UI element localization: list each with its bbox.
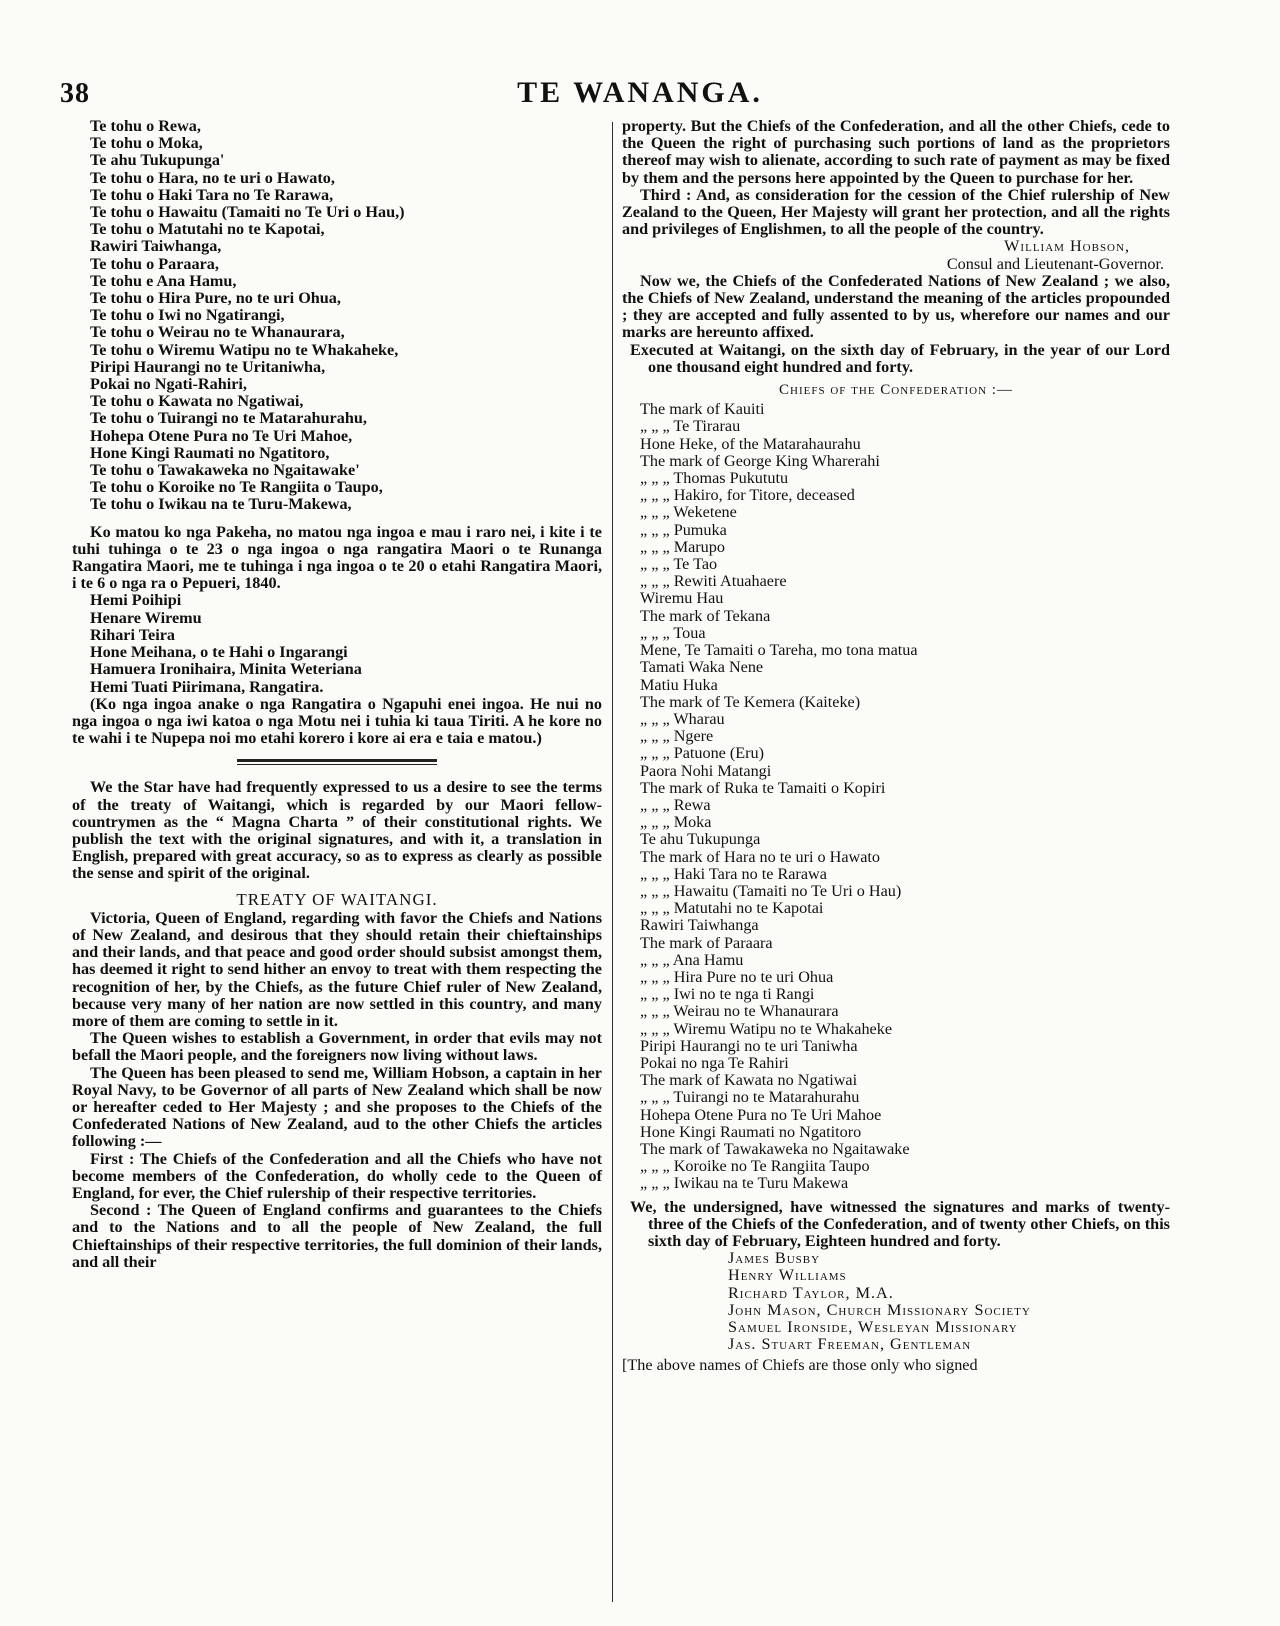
treaty-paragraph: The Queen has been pleased to send me, William Hobson, a captain in her Royal Navy, to be Governor of all parts of New Zealand which shall be now or hereafter ceded to Her Majesty ; and she proposes to the Chiefs of the Confederated Nations of New Zealand, aud to the other Chiefs the articles following :— [72,1063,602,1151]
list-item: James Busby [728,1249,821,1268]
maori-witness-note: Ko matou ko nga Pakeha, no matou nga ingoa e mau i raro nei, i kite i te tuhi tuhinga o te 23 o nga ingoa o nga rangatira Maori o te Runanga Rangatira Maori, me te tuhinga i nga ingoa o te 20 o etahi Rangatira Maori, i te 6 o nga ra o Pepueri, 1840. [72,522,602,593]
page-title: TE WANANGA. [517,76,763,109]
list-item: Rihari Teira [90,625,175,644]
list-item: Mene, Te Tamaiti o Tareha, mo tona matua [640,641,918,660]
list-item: „ „ „ Moka [640,813,712,832]
witness-note: We, the undersigned, have witnessed the signatures and marks of twenty-three of the Chiefs of the Confederation, and of twenty other Chiefs, on this sixth day of February, Eighteen hundred and forty. [630,1197,1170,1250]
list-item: Hone Kingi Raumati no Ngatitoro [640,1122,862,1141]
list-item: Te tohu o Paraara, [90,254,219,273]
treaty-article-third: Third : And, as consideration for the cession of the Chief rulership of New Zealand to the Queen, Her Majesty will grant her protection, and all the rights and privileges of Englishmen, to all the people of the country. [622,185,1170,239]
list-item: Te tohu o Koroike no Te Rangiita o Taupo, [90,478,383,497]
list-item: „ „ „ Hawaitu (Tamaiti no Te Uri o Hau) [640,881,902,900]
list-item: Henare Wiremu [90,608,202,627]
treaty-continuation: property. But the Chiefs of the Confederation, and all the other Chiefs, cede to the Queen the right of purchasing such portions of land as the proprietors thereof may wish to alienate, according to such rate of payment as may be fixed by them and the persons here appointed by the Queen to purchase for her. [622,117,1170,187]
list-item: Jas. Stuart Freeman, Gentleman [728,1335,972,1354]
list-item: Te tohu o Kawata no Ngatiwai, [90,392,304,411]
list-item: Te tohu o Weirau no te Whanaurara, [90,323,345,342]
list-item: Te tohu o Hira Pure, no te uri Ohua, [90,289,341,308]
closing-note: [The above names of Chiefs are those only who signed [622,1356,978,1375]
list-item: Richard Taylor, M.A. [728,1283,894,1302]
list-item: „ „ „ Te Tirarau [640,417,741,436]
list-item: „ „ „ Wiremu Watipu no te Whakaheke [640,1019,893,1038]
list-item: „ „ „ Pumuka [640,520,727,539]
list-item: Samuel Ironside, Wesleyan Missionary [728,1318,1018,1337]
list-item: „ „ „ Rewa [640,795,711,814]
list-item: Te tohu o Iwi no Ngatirangi, [90,306,285,325]
list-item: Te ahu Tukupunga [640,830,761,849]
list-item: The mark of George King Wharerahi [640,451,880,470]
chief-list [622,401,1170,1192]
list-item: „ „ „ Hakiro, for Titore, deceased [640,486,855,505]
list-item: „ „ „ Koroike no Te Rangiita Taupo [640,1157,870,1176]
maori-signer-list [72,118,602,514]
list-item: Te tohu o Haki Tara no Te Rarawa, [90,185,334,204]
list-item: The mark of Kawata no Ngatiwai [640,1071,858,1090]
list-item: „ „ „ Iwikau na te Turu Makewa [640,1174,849,1193]
left-column [72,118,602,1271]
editorial-paragraph: We the Star have had frequently expressed to us a desire to see the terms of the treaty of Waitangi, which is regarded by our Maori fellow-countrymen as the “ Magna Charta ” of their constitutional rights. We publish the text with the original signatures, and with it, a translation in English, prepared with great accuracy, so as to express as clearly as possible the sense and spirit of the original. [72,778,602,883]
acceptance-paragraph: Now we, the Chiefs of the Confederated Nations of New Zealand ; we also, the Chiefs of New Zealand, understand the meaning of the articles propounded ; they are accepted and fully assented to by us, wherefore our names and our marks are hereunto affixed. [622,271,1170,342]
maori-closing-note: (Ko nga ingoa anake o nga Rangatira o Ngapuhi enei ingoa. He nui no nga ingoa o nga iwi katoa o nga Motu nei i tuhia ki taua Tiriti. A he kore no te wahi i te Nupepa noi mo etahi korero i kore ai era e taia e matou.) [72,694,602,748]
treaty-article-second: Second : The Queen of England confirms and guarantees to the Chiefs and to the Nations and to all the people of New Zealand, the full Chieftainships of their respective territories, the full dominion of their lands, and all their [72,1201,602,1271]
hobson-signature: William Hobson, [1004,237,1130,256]
list-item: Hemi Poihipi [90,591,182,610]
list-item: Te tohu o Tawakaweka no Ngaitawake' [90,461,360,480]
list-item: The mark of Ruka te Tamaiti o Kopiri [640,778,886,797]
list-item: Te tohu o Wiremu Watipu no te Whakaheke, [90,340,399,359]
list-item: „ „ „ Patuone (Eru) [640,744,765,763]
list-item: Te ahu Tukupunga' [90,151,225,170]
right-column [622,118,1170,1375]
list-item: „ „ „ Thomas Pukututu [640,469,789,488]
section-divider [237,759,437,765]
list-item: Piripi Haurangi no te Uritaniwha, [90,357,326,376]
list-item: Tamati Waka Nene [640,658,764,677]
list-item: „ „ „ Iwi no te nga ti Rangi [640,985,815,1004]
page-number: 38 [60,78,90,109]
list-item: „ „ „ Weirau no te Whanaurara [640,1002,839,1021]
list-item: „ „ „ Toua [640,623,706,642]
pakeha-signer-list [72,592,602,695]
list-item: Rawiri Taiwhanga, [90,237,222,256]
chiefs-heading: Chiefs of the Confederation :— [779,382,1013,399]
list-item: Henry Williams [728,1266,847,1285]
hobson-title: Consul and Lieutenant-Governor. [946,254,1164,273]
list-item: „ „ „ Hira Pure no te uri Ohua [640,967,834,986]
list-item: Pokai no nga Te Rahiri [640,1053,789,1072]
treaty-paragraph: The Queen wishes to establish a Government, in order that evils may not befall the Maori people, and the foreigners now living without laws. [72,1029,602,1065]
list-item: „ „ „ Haki Tara no te Rarawa [640,864,827,883]
list-item: Hohepa Otene Pura no Te Uri Mahoe, [90,426,353,445]
column-divider [612,122,613,1602]
list-item: Hemi Tuati Piirimana, Rangatira. [90,677,324,696]
list-item: „ „ „ Tuirangi no te Matarahurahu [640,1088,860,1107]
list-item: The mark of Tekana [640,606,771,625]
list-item: Matiu Huka [640,675,718,694]
list-item: Te tohu o Tuirangi no te Matarahurahu, [90,409,367,428]
treaty-paragraph: Victoria, Queen of England, regarding with favor the Chiefs and Nations of New Zealand, and desirous that they should retain their chieftainships and their lands, and that peace and good order should subsist amongst them, has deemed it right to send hither an envoy to treat with them respecting the recognition of her, by the Chiefs, as the future Chief ruler of New Zealand, because very many of her nation are now settled in this country, and many more of them are coming to settle in it. [72,908,602,1030]
executed-paragraph: Executed at Waitangi, on the sixth day of February, in the year of our Lord one thousand eight hundred and forty. [630,340,1170,376]
list-item: Te tohu o Hara, no te uri o Hawato, [90,168,335,187]
list-item: Piripi Haurangi no te uri Taniwha [640,1036,858,1055]
list-item: Te tohu e Ana Hamu, [90,271,237,290]
list-item: Hone Meihana, o te Hahi o Ingarangi [90,643,348,662]
list-item: Te tohu o Matutahi no te Kapotai, [90,220,325,239]
list-item: „ „ „ Te Tao [640,555,718,574]
treaty-article-first: First : The Chiefs of the Confederation and all the Chiefs who have not become members of the Confederation, do wholly cede to the Queen of England, for ever, the Chief rulership of their respective territories. [72,1149,602,1202]
list-item: Te tohu o Hawaitu (Tamaiti no Te Uri o Hau,) [90,203,405,222]
list-item: Pokai no Ngati-Rahiri, [90,375,247,394]
list-item: The mark of Te Kemera (Kaiteke) [640,692,861,711]
list-item: The mark of Kauiti [640,400,765,419]
list-item: Hone Heke, of the Matarahaurahu [640,434,861,453]
list-item: „ „ „ Ngere [640,727,714,746]
list-item: „ „ „ Ana Hamu [640,950,744,969]
list-item: John Mason, Church Missionary Society [728,1300,1031,1319]
list-item: The mark of Hara no te uri o Hawato [640,847,881,866]
list-item: Hohepa Otene Pura no Te Uri Mahoe [640,1105,882,1124]
list-item: „ „ „ Weketene [640,503,737,522]
list-item: „ „ „ Rewiti Atuahaere [640,572,787,591]
list-item: Te tohu o Moka, [90,134,203,153]
list-item: Rawiri Taiwhanga [640,916,759,935]
list-item: The mark of Paraara [640,933,773,952]
list-item: The mark of Tawakaweka no Ngaitawake [640,1139,910,1158]
list-item: Hone Kingi Raumati no Ngatitoro, [90,443,330,462]
list-item: Te tohu o Iwikau na te Turu-Makewa, [90,495,352,514]
list-item: „ „ „ Marupo [640,537,725,556]
witness-list [622,1250,1170,1353]
list-item: „ „ „ Matutahi no te Kapotai [640,899,824,918]
list-item: Te tohu o Rewa, [90,117,201,135]
list-item: Hamuera Ironihaira, Minita Weteriana [90,660,362,679]
list-item: Paora Nohi Matangi [640,761,772,780]
treaty-heading: TREATY OF WAITANGI. [236,889,438,909]
list-item: „ „ „ Wharau [640,709,725,728]
list-item: Wiremu Hau [640,589,724,608]
